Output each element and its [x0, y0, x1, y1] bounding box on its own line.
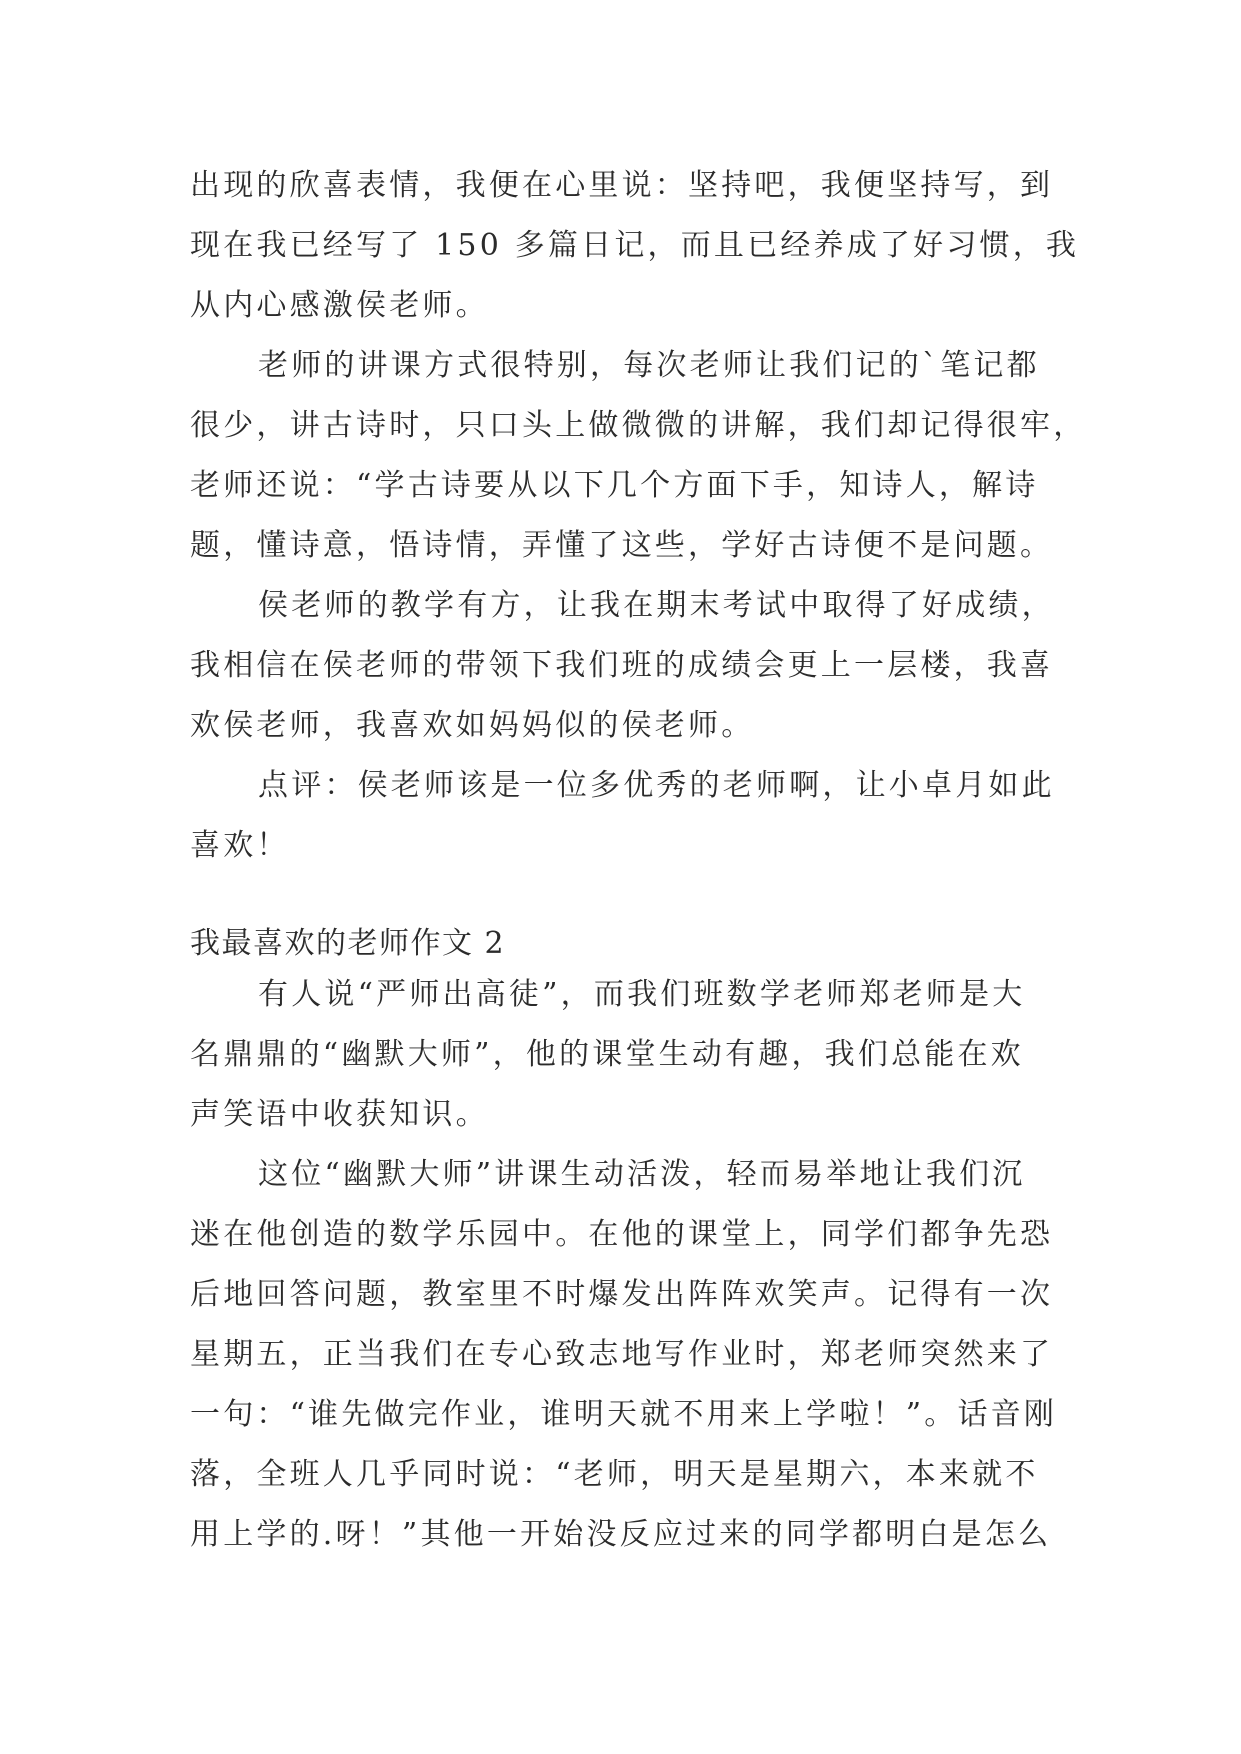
paragraph-line: 一句：“谁先做完作业，谁明天就不用来上学啦！”。话音刚 [190, 1397, 1058, 1432]
paragraph-line: 有人说“严师出高徒”，而我们班数学老师郑老师是大 [258, 977, 1026, 1012]
paragraph-line: 星期五，正当我们在专心致志地写作业时，郑老师突然来了 [190, 1337, 1054, 1372]
paragraph-line: 名鼎鼎的“幽默大师”，他的课堂生动有趣，我们总能在欢 [190, 1037, 1024, 1072]
paragraph-line: 题，懂诗意，悟诗情，弄懂了这些，学好古诗便不是问题。 [190, 528, 1054, 563]
paragraph-line: 侯老师的教学有方，让我在期末考试中取得了好成绩， [258, 588, 1055, 623]
essay-2-heading: 我最喜欢的老师作文 2 [190, 926, 506, 961]
paragraph-line: 声笑语中收获知识。 [190, 1097, 489, 1132]
paragraph-line: 后地回答问题，教室里不时爆发出阵阵欢笑声。记得有一次 [190, 1277, 1054, 1312]
paragraph-line: 用上学的.呀！”其他一开始没反应过来的同学都明白是怎么 [190, 1517, 1052, 1552]
paragraph-line: 老师的讲课方式很特别，每次老师让我们记的`笔记都 [258, 348, 1040, 383]
essay-1-continued [190, 156, 1087, 876]
paragraph-line: 点评：侯老师该是一位多优秀的老师啊，让小卓月如此 [258, 768, 1055, 803]
paragraph-line: 喜欢！ [190, 828, 290, 863]
paragraph-line: 迷在他创造的数学乐园中。在他的课堂上，同学们都争先恐 [190, 1217, 1054, 1252]
paragraph-line: 从内心感激侯老师。 [190, 288, 489, 323]
paragraph-line: 出现的欣喜表情，我便在心里说：坚持吧，我便坚持写，到 [190, 168, 1054, 203]
paragraph-line: 欢侯老师，我喜欢如妈妈似的侯老师。 [190, 708, 755, 743]
paragraph-line: 老师还说：“学古诗要从以下几个方面下手，知诗人，解诗 [190, 468, 1039, 503]
paragraph-line: 现在我已经写了 150 多篇日记，而且已经养成了好习惯，我 [190, 228, 1080, 263]
paragraph-line: 这位“幽默大师”讲课生动活泼，轻而易举地让我们沉 [258, 1157, 1026, 1192]
paragraph-line: 很少，讲古诗时，只口头上做微微的讲解，我们却记得很牢， [190, 408, 1087, 443]
paragraph-line: 落，全班人几乎同时说：“老师，明天是星期六，本来就不 [190, 1457, 1039, 1492]
paragraph-line: 我相信在侯老师的带领下我们班的成绩会更上一层楼，我喜 [190, 648, 1054, 683]
essay-2-body [190, 965, 1058, 1565]
